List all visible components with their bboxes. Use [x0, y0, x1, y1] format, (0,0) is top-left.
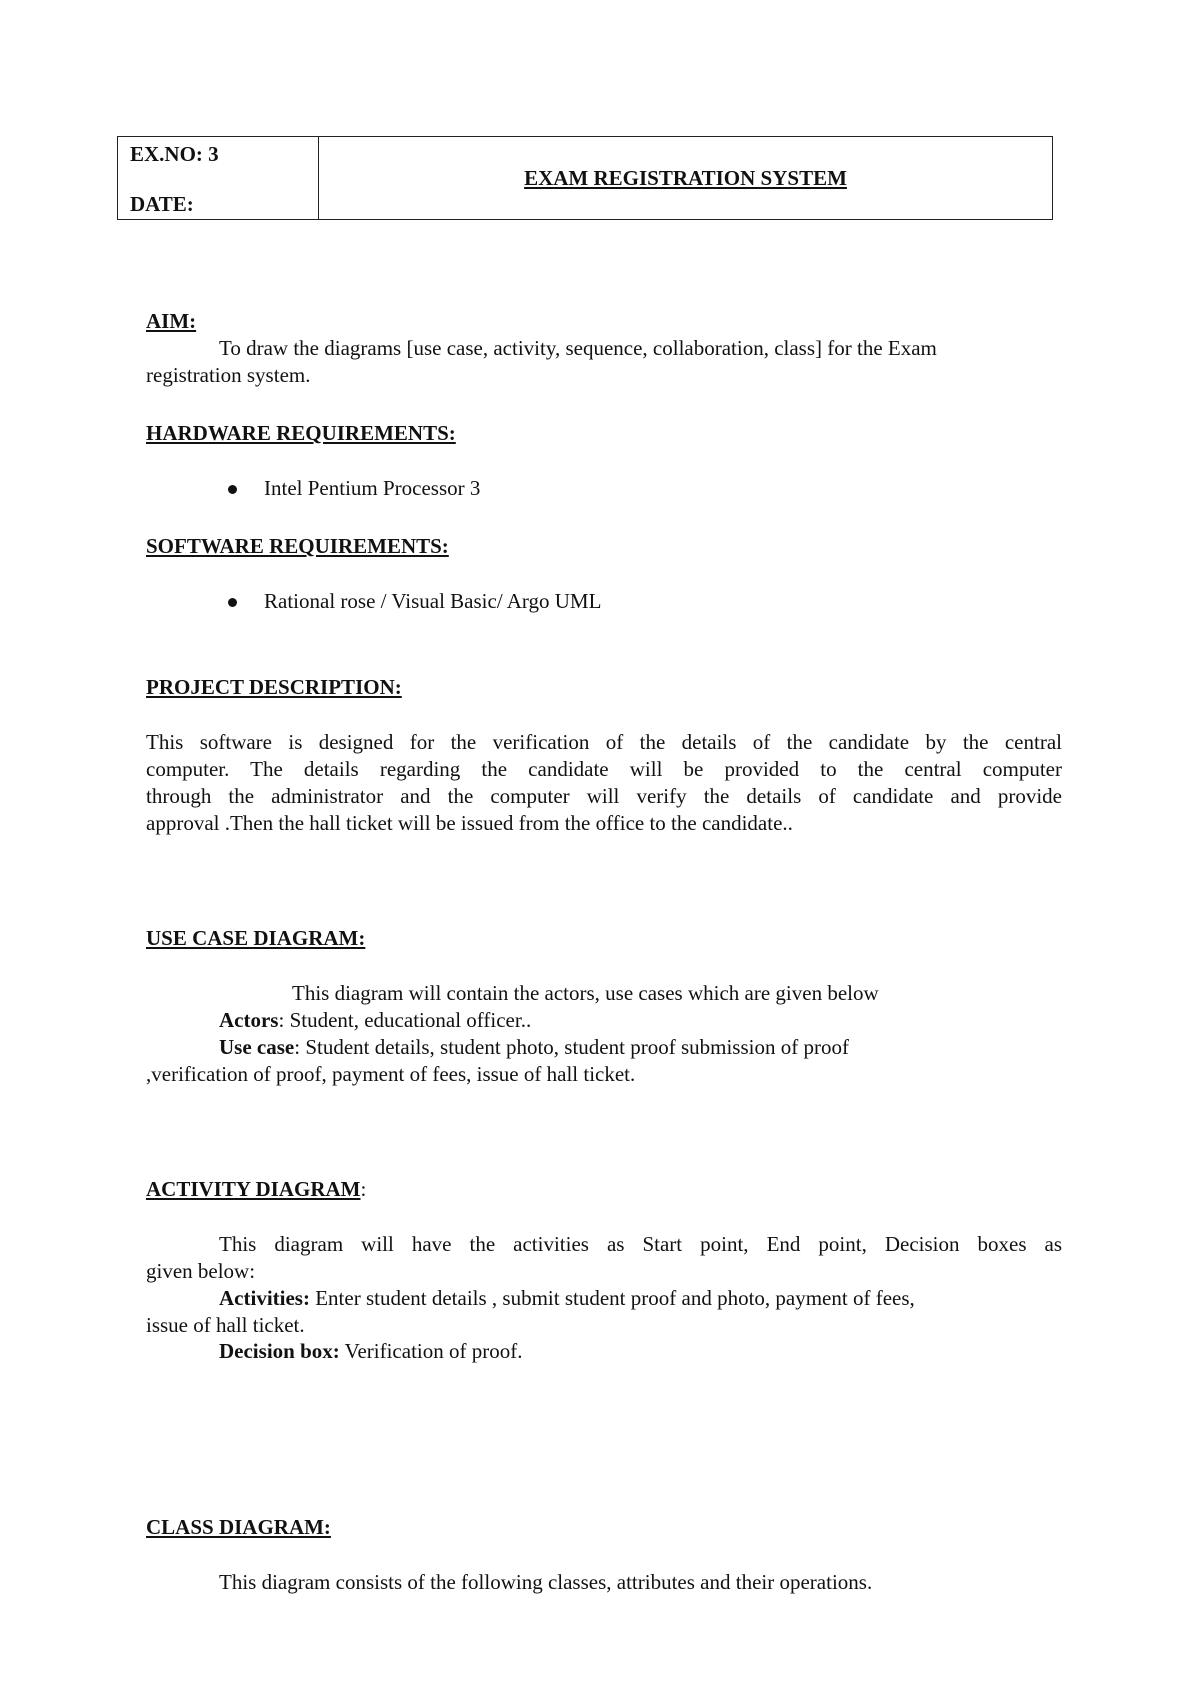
- date-label: DATE:: [130, 192, 194, 216]
- class-intro: This diagram consists of the following classes, attributes and their operations.: [219, 1569, 873, 1594]
- usecase-heading: USE CASE DIAGRAM:: [146, 926, 366, 950]
- project-line: This software is designed for the verification of the details of the candidate by the central: [146, 729, 1062, 754]
- project-line: computer. The details regarding the candidate will be provided to the central computer: [146, 756, 1062, 781]
- project-heading: PROJECT DESCRIPTION:: [146, 675, 402, 699]
- activities-value: Enter student details , submit student proof and photo, payment of fees,: [309, 1285, 915, 1310]
- list-item: Intel Pentium Processor 3: [264, 475, 1062, 502]
- activities-line: [146, 1285, 1062, 1312]
- document-title: EXAM REGISTRATION SYSTEM: [524, 166, 847, 190]
- hardware-heading: HARDWARE REQUIREMENTS:: [146, 421, 456, 445]
- project-line: approval .Then the hall ticket will be issued from the office to the candidate..: [146, 810, 793, 835]
- aim-text-line2: registration system.: [146, 362, 311, 387]
- activity-heading-suffix: :: [360, 1177, 367, 1201]
- project-section: [146, 674, 1062, 836]
- decision-value: Verification of proof.: [339, 1339, 523, 1364]
- usecase-line: [146, 1034, 1062, 1061]
- activity-heading: ACTIVITY DIAGRAM: [146, 1177, 361, 1201]
- aim-text-line1: To draw the diagrams [use case, activity, sequence, collaboration, class] for the Exam: [219, 335, 937, 360]
- software-section: [146, 533, 1062, 615]
- software-heading: SOFTWARE REQUIREMENTS:: [146, 534, 449, 558]
- activity-heading-line: [146, 1176, 1062, 1203]
- project-line: through the administrator and the computer will verify the details of candidate and provide: [146, 783, 1062, 808]
- activities-line-2: issue of hall ticket.: [146, 1312, 305, 1337]
- aim-section: [146, 308, 1062, 389]
- activity-intro-line1: This diagram will have the activities as Start point, End point, Decision boxes as: [219, 1231, 1062, 1256]
- usecase-intro: This diagram will contain the actors, use cases which are given below: [292, 980, 879, 1005]
- usecase-section: [146, 925, 1062, 1087]
- aim-heading: AIM:: [146, 309, 197, 333]
- decision-line: [146, 1338, 1062, 1365]
- activity-intro-line2: given below:: [146, 1258, 256, 1283]
- list-item: Rational rose / Visual Basic/ Argo UML: [264, 588, 1062, 615]
- usecase-label: Use case: [219, 1034, 295, 1059]
- actors-line: [146, 1007, 1062, 1034]
- header-right-cell: [319, 137, 1053, 220]
- class-section: [146, 1514, 1062, 1596]
- decision-label: Decision box:: [219, 1339, 340, 1364]
- hardware-list: [146, 475, 1062, 502]
- exercise-number: EX.NO: 3: [130, 142, 219, 166]
- usecase-value: : Student details, student photo, student proof submission of proof: [294, 1034, 849, 1059]
- software-list: [146, 588, 1062, 615]
- usecase-line-2: ,verification of proof, payment of fees, issue of hall ticket.: [146, 1061, 636, 1086]
- project-description: [146, 729, 1062, 837]
- activities-label: Activities:: [219, 1285, 310, 1310]
- hardware-section: [146, 420, 1062, 502]
- actors-value: : Student, educational officer..: [278, 1007, 532, 1032]
- class-heading: CLASS DIAGRAM:: [146, 1515, 331, 1539]
- header-left-cell: [118, 137, 319, 220]
- activity-section: [146, 1176, 1062, 1365]
- header-table: [117, 136, 1053, 220]
- actors-label: Actors: [219, 1007, 279, 1032]
